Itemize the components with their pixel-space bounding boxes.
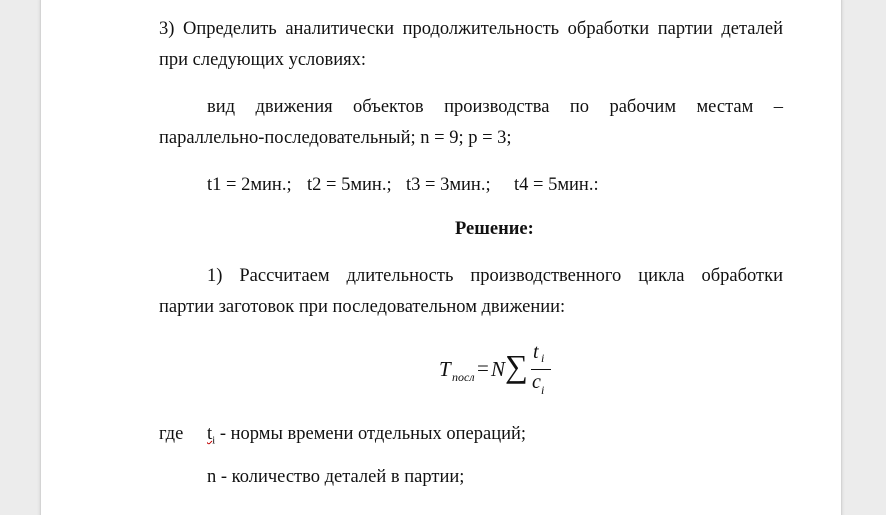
- formula-lhs-subscript: посл: [452, 370, 475, 384]
- time-t2: t2 = 5мин.;: [307, 175, 392, 195]
- solution-step1-line-1: 1) Рассчитаем длительность производственного цикла обработки: [207, 266, 783, 286]
- ti-symbol-subscript: i: [212, 434, 216, 447]
- problem-line-2: при следующих условиях:: [159, 50, 367, 70]
- ti-definition: [207, 423, 526, 452]
- document-page: [40, 0, 842, 515]
- solution-heading: Решение:: [455, 219, 534, 239]
- formula: [437, 338, 567, 398]
- n-definition: n - количество деталей в партии;: [207, 467, 465, 487]
- formula-sum-symbol: ∑: [505, 348, 528, 384]
- where-label: где: [159, 424, 184, 444]
- time-t3: t3 = 3мин.;: [406, 175, 491, 195]
- formula-numerator: t: [533, 341, 539, 363]
- formula-numerator-subscript: i: [541, 351, 545, 365]
- condition-line-1: вид движения объектов производства по рабочим местам –: [207, 97, 783, 117]
- time-t1: t1 = 2мин.;: [207, 175, 292, 195]
- formula-equals: =: [477, 356, 489, 380]
- formula-factor: N: [491, 357, 506, 381]
- ti-definition-text: - нормы времени отдельных операций;: [219, 424, 527, 444]
- formula-denominator: c: [532, 371, 541, 393]
- formula-fraction-bar: [531, 369, 551, 370]
- condition-line-2: параллельно-последовательный; n = 9; p = 3;: [159, 128, 512, 148]
- solution-step1-line-2: партии заготовок при последовательном движении:: [159, 297, 566, 317]
- ti-symbol-letter: t: [207, 424, 213, 444]
- formula-lhs: T: [439, 357, 451, 381]
- formula-denominator-subscript: i: [541, 383, 545, 397]
- ti-symbol: [207, 424, 216, 447]
- problem-line-1: 3) Определить аналитически продолжительность обработки партии деталей: [159, 19, 783, 39]
- time-t4: t4 = 5мин.:: [514, 175, 599, 195]
